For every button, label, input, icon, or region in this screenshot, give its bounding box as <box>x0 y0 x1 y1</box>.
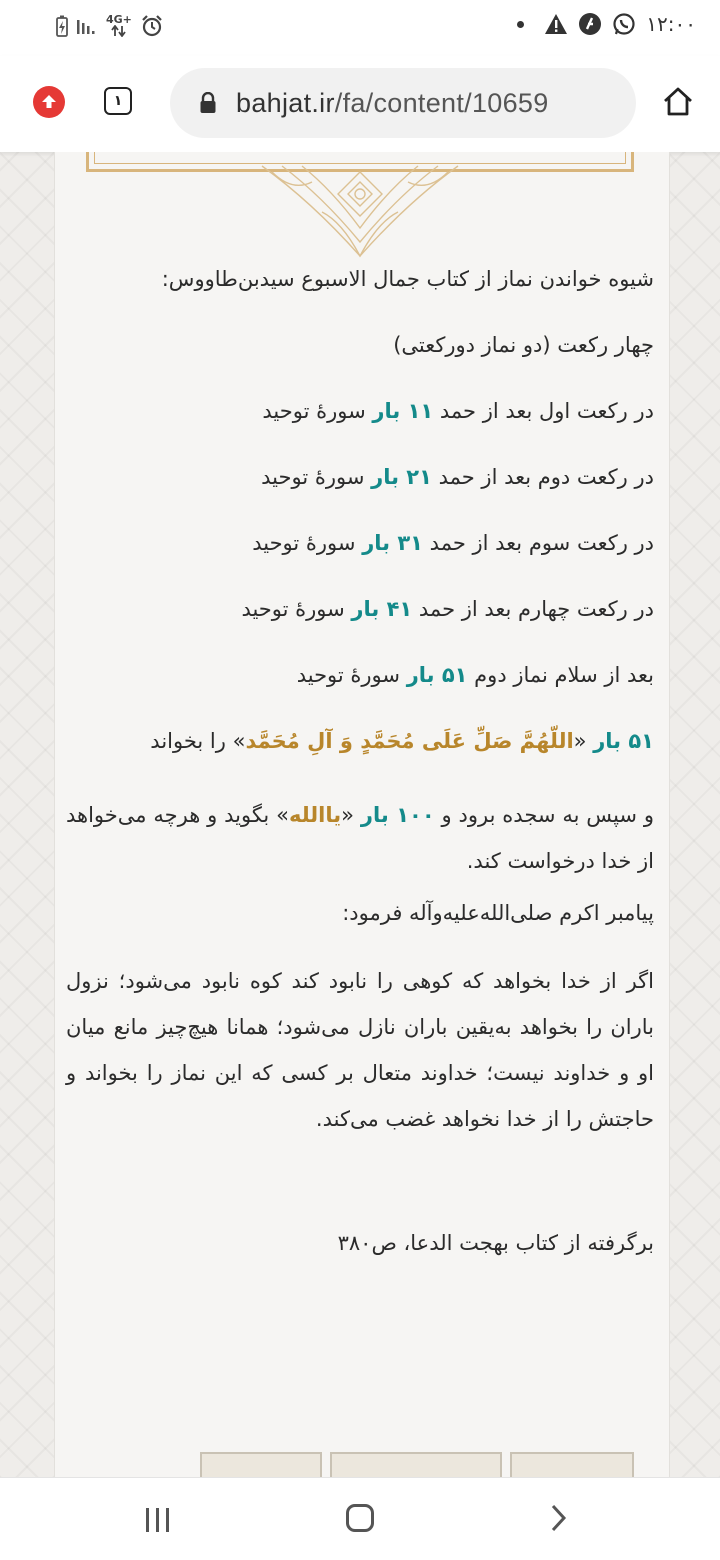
salawat-line: ۵۱ بار «اللّهُمَّ صَلِّ عَلَی مُحَمَّدٍ وَ آلِ مُحَمَّد» را بخواند <box>150 729 654 753</box>
upload-button[interactable] <box>33 86 65 118</box>
hadith-paragraph: اگر از خدا بخواهد که کوهی را نابود کند کوه نابود می‌شود؛ نزول باران را بخواهد به‌یقین باران نازل می‌شود؛ همانا هیچ‌چیز مانع میان او و خداوند نیست؛ خداوند متعال بر کسی که این نماز را بخواند و حاجتش را از خدا نخواهد غضب می‌کند. <box>66 969 654 1131</box>
warning-icon <box>544 13 568 35</box>
url-host: bahjat.ir <box>236 87 335 118</box>
footer-tab <box>330 1452 502 1478</box>
home-icon <box>662 86 694 118</box>
rakats-title: چهار رکعت (دو نماز دورکعتی) <box>393 333 654 357</box>
nav-home-button[interactable] <box>346 1504 374 1532</box>
side-pattern-right <box>668 152 720 1478</box>
data-arrows-icon <box>111 25 127 37</box>
rakat-line: در رکعت چهارم بعد از حمد ۴۱ بار سورهٔ توحید <box>241 597 654 621</box>
recents-icon <box>146 1508 149 1532</box>
url-path: /fa/content/10659 <box>334 87 549 118</box>
tab-switcher-button[interactable] <box>104 87 132 115</box>
tab-count: ۱ <box>113 93 123 109</box>
status-bar <box>0 0 720 56</box>
rakat-line: در رکعت دوم بعد از حمد ۲۱ بار سورهٔ توحید <box>261 465 654 489</box>
battery-saver-icon <box>56 15 68 37</box>
arrow-up-icon <box>40 93 58 111</box>
footer-tab <box>200 1452 322 1478</box>
ornament-icon <box>252 162 468 260</box>
sajdah-paragraph: و سپس به سجده برود و ۱۰۰ بار «یاالله» بگوید و هرچه می‌خواهد از خدا درخواست کند. <box>66 803 654 873</box>
home-button[interactable] <box>660 84 696 120</box>
footer-decoration <box>200 1452 634 1478</box>
web-page <box>0 152 720 1478</box>
browser-toolbar <box>0 56 720 152</box>
rakat-line: در رکعت سوم بعد از حمد ۳۱ بار سورهٔ توحید <box>252 531 654 555</box>
clock: ۱۲:۰۰ <box>646 12 696 36</box>
lock-icon <box>194 92 222 114</box>
address-bar[interactable] <box>170 68 636 138</box>
alarm-icon <box>140 14 164 38</box>
network-type: 4G+ <box>106 15 132 37</box>
prophet-text: پیامبر اکرم صلی‌الله‌علیه‌وآله فرمود: <box>342 901 654 925</box>
rakat-line: در رکعت اول بعد از حمد ۱۱ بار سورهٔ توحید <box>262 399 654 423</box>
app-notification-icon <box>578 12 602 36</box>
article-body <box>66 264 654 1294</box>
back-button[interactable] <box>548 1503 568 1533</box>
rakat-line: بعد از سلام نماز دوم ۵۱ بار سورهٔ توحید <box>296 663 654 687</box>
url-text <box>236 88 549 119</box>
footer-tab <box>510 1452 634 1478</box>
side-pattern-left <box>0 152 54 1478</box>
recents-button[interactable] <box>146 1508 169 1532</box>
dot-icon <box>517 21 524 28</box>
intro-text: شیوه خواندن نماز از کتاب جمال الاسبوع سیدبن‌طاووس: <box>161 267 654 291</box>
signal-icon <box>76 16 98 36</box>
whatsapp-icon <box>612 12 636 36</box>
system-navigation-bar <box>0 1477 720 1560</box>
source-text: برگرفته از کتاب بهجت الدعا، ص۳۸۰ <box>337 1231 654 1255</box>
